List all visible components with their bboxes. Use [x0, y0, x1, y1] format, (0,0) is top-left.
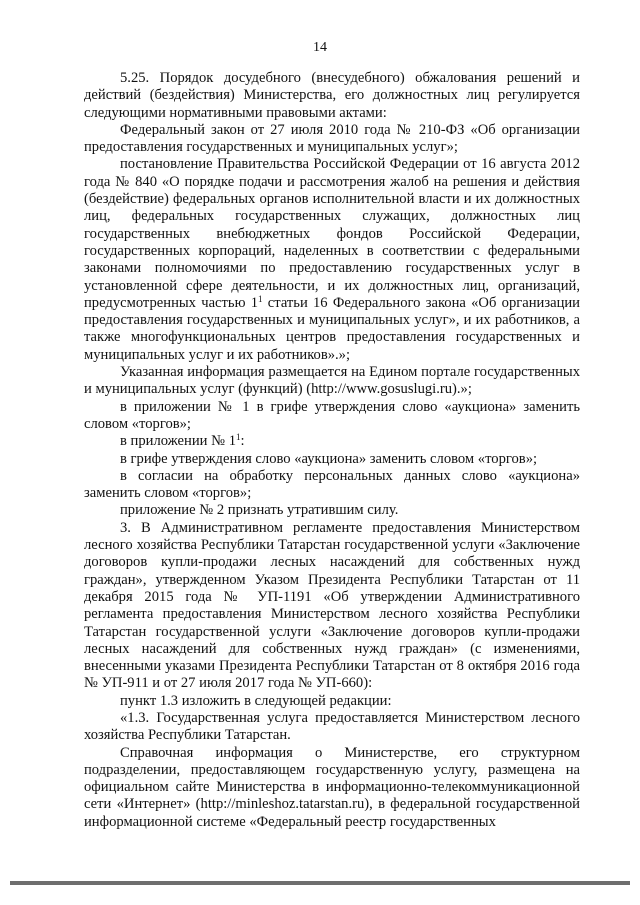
- paragraph-text: постановление Правительства Российской Федерации от 16 августа 2012 года № 840 «О порядке подачи и рассмотрения жалоб на решения и действия (бездействие) федеральных органов исполнительной власти и их должностных лиц, федеральных государственных служащих, должностных лиц государственных внебюджетных фондов Российской Федерации, государственных корпораций, наделенных в соответствии с федеральными законами полномочиями по предоставлению государственных услуг в установленной сфере деятельности, и их должностных лиц, организаций, предусмотренных частью 1: [84, 156, 580, 311]
- paragraph-government-decree: [84, 156, 580, 364]
- superscript: 1: [258, 293, 263, 304]
- paragraph-appendix-1: в приложении № 1 в грифе утверждения слово «аукциона» заменить словом «торгов»;: [84, 398, 580, 432]
- paragraph-reference-info: Справочная информация о Министерстве, его структурном подразделении, предоставляющем государственную услугу, размещена на официальном сайте Министерства в информационно-телекоммуникационной сети «Интернет» (http://minleshoz.tatarstan.ru), в федеральной государственной информационной системе «Федеральный реестр государственных: [84, 744, 580, 830]
- document-body: [84, 70, 580, 831]
- paragraph-federal-law: Федеральный закон от 27 июля 2010 года № 210-ФЗ «Об организации предоставления государственных и муниципальных услуг»;: [84, 121, 580, 156]
- paragraph-item-1-3: пункт 1.3 изложить в следующей редакции:: [120, 692, 392, 709]
- paragraph-text: статьи 16 Федерального закона «Об организации предоставления государственных и муниципальных услуг», и их работников, а также многофункциональных центров предоставления государственных и муниципальных услуг и их работников».»;: [84, 294, 580, 363]
- paragraph-5-25: 5.25. Порядок досудебного (внесудебного) обжалования решений и действий (бездействия) Министерства, его должностных лиц регулируется следующими нормативными правовыми актами:: [84, 70, 580, 121]
- paragraph-consent: в согласии на обработку персональных данных слово «аукциона» заменить словом «торгов»;: [84, 467, 580, 502]
- paragraph-text: в приложении № 1: [120, 433, 236, 450]
- paragraph-appendix-1-1: [84, 433, 580, 450]
- paragraph-3-regulation: 3. В Административном регламенте предоставления Министерством лесного хозяйства Республики Татарстан государственной услуги «Заключение договоров купли-продажи лесных насаждений для собственных нужд граждан», утвержденном Указом Президента Республики Татарстан от 11 декабря 2015 года № УП-1191 «Об утверждении Административного регламента предоставления Министерством лесного хозяйства Республики Татарстан государственной услуги «Заключение договоров купли-продажи лесных насаждений для собственных нужд граждан» (с изменениями, внесенными указами Президента Республики Татарстан от 8 октября 2016 года № УП-911 и от 27 июля 2017 года № УП-660):: [84, 519, 580, 692]
- scan-edge-line: [10, 881, 630, 885]
- paragraph-1-3-text: «1.3. Государственная услуга предоставляется Министерством лесного хозяйства Республики Татарстан.: [84, 709, 580, 744]
- paragraph-text: :: [240, 433, 245, 450]
- paragraph-approval-stamp: в грифе утверждения слово «аукциона» заменить словом «торгов»;: [120, 450, 538, 467]
- superscript: 1: [236, 432, 241, 443]
- paragraph-portal-info: Указанная информация размещается на Едином портале государственных и муниципальных услуг (функций) (http://www.gosuslugi.ru).»;: [84, 364, 580, 398]
- paragraph-appendix-2: приложение № 2 признать утратившим силу.: [120, 502, 399, 519]
- page-number: 14: [313, 40, 327, 55]
